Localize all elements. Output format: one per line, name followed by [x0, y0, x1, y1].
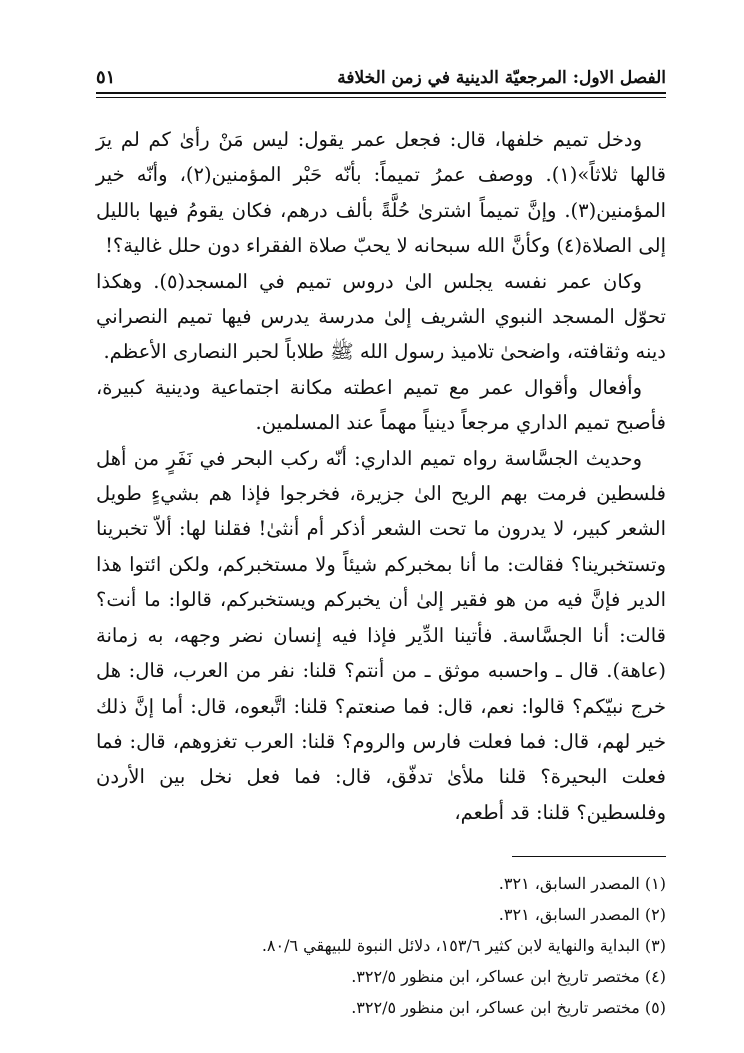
footnotes	[96, 868, 666, 1023]
paragraph: وكان عمر نفسه يجلس الىٰ دروس تميم في المسجد(٥). وهكذا تحوّل المسجد النبوي الشريف إلىٰ مدرسة يدرس فيها تميم النصراني دينه وثقافته، واضحىٰ تلاميذ رسول الله ﷺ طلاباً لحبر النصارى الأعظم.	[96, 269, 666, 364]
footnote: (١) المصدر السابق، ٣٢١.	[498, 874, 666, 893]
running-header	[96, 60, 666, 88]
chapter-title: الفصل الاول: المرجعيّة الدينية في زمن الخلافة	[337, 68, 666, 88]
paragraph: ودخل تميم خلفها، قال: فجعل عمر يقول: ليس مَنْ رأىٰ كم لم يرَ قالها ثلاثاً»(١). ووصف عمرُ تميماً: بأنّه حَبْر المؤمنين(٢)، وأنّه خير المؤمنين(٣). وإنَّ تميماً اشترىٰ حُلَّةً بألف درهم، فكان يقومُ فيها بالليل إلى الصلاة(٤) وكأنَّ الله سبحانه لا يحبّ صلاة الفقراء دون حلل غالية؟!	[96, 128, 666, 258]
footnote: (٢) المصدر السابق، ٣٢١.	[498, 905, 666, 924]
paragraph: وأفعال وأقوال عمر مع تميم اعطته مكانة اجتماعية ودينية كبيرة، فأصبح تميم الداري مرجعاً دينياً مهماً عند المسلمين.	[96, 375, 666, 435]
footnote: (٥) مختصر تاريخ ابن عساكر، ابن منظور ٣٢٢/٥.	[351, 998, 666, 1017]
footnote-separator	[512, 856, 666, 857]
header-rule-thin	[96, 97, 666, 98]
footnote: (٣) البداية والنهاية لابن كثير ١٥٣/٦، دلائل النبوة للبيهقي ٨٠/٦.	[261, 936, 666, 955]
paragraph: وحديث الجسَّاسة رواه تميم الداري: أنّه ركب البحر في نَفَرٍ من أهل فلسطين فرمت بهم الريح الىٰ جزيرة، فخرجوا فإذا هم بشيءٍ طويل الشعر كبير، لا يدرون ما تحت الشعر أذكر أم أنثىٰ! فقلنا لها: ألاّ تخبرينا وتستخبرينا؟ فقالت: ما أنا بمخبركم شيئاً ولا مستخبركم، ولكن ائتوا هذا الدير فإنَّ فيه من هو فقير إلىٰ أن يخبركم ويستخبركم، قالوا: ما أنت؟ قالت: أنا الجسَّاسة. فأتينا الدِّير فإذا فيه إنسان نضر وجهه، به زمانة (عاهة). قال ـ واحسبه موثق ـ من أنتم؟ قلنا: نفر من العرب، قال: هل خرج نبيّكم؟ قالوا: نعم، قال: فما صنعتم؟ قلنا: اتَّبعوه، قال: أما إنَّ ذلك خير لهم، قال: فما فعلت فارس والروم؟ قلنا: العرب تغزوهم، قال: فما فعلت البحيرة؟ قلنا ملأىٰ تدفّق، قال: فما فعل نخل بين الأردن وفلسطين؟ قلنا: قد أطعم،	[96, 446, 666, 824]
header-rule-thick	[96, 92, 666, 94]
footnote: (٤) مختصر تاريخ ابن عساكر، ابن منظور ٣٢٢/٥.	[351, 967, 666, 986]
page-number: ٥١	[96, 67, 116, 88]
main-text	[96, 122, 666, 830]
